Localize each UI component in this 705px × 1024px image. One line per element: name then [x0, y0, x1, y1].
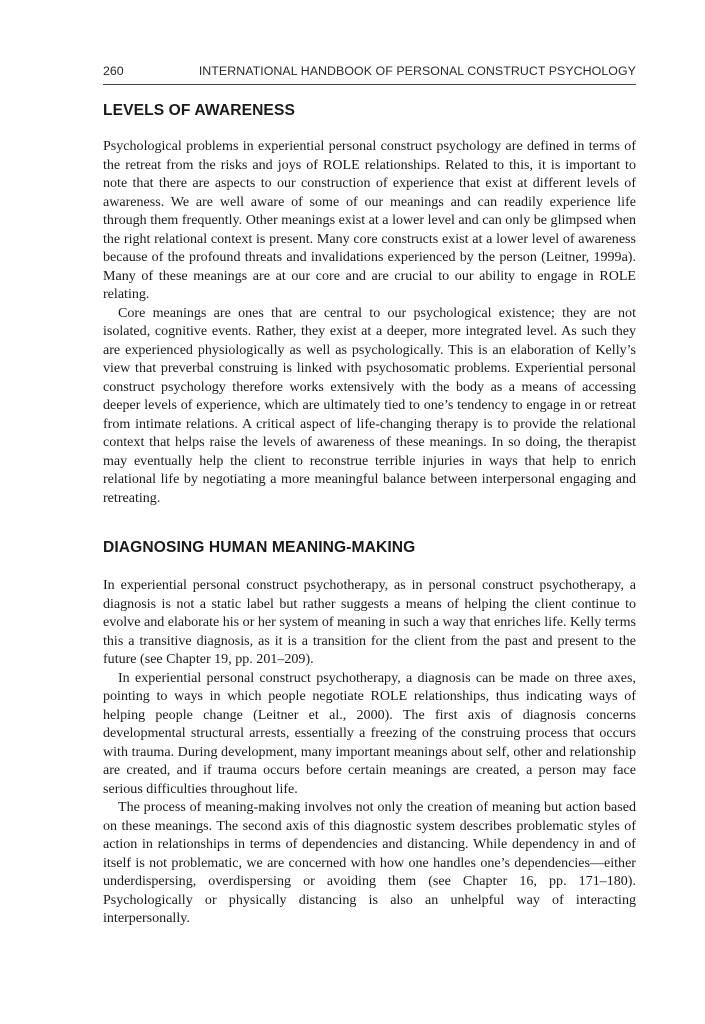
running-title: INTERNATIONAL HANDBOOK OF PERSONAL CONSTRUCT PSYCHOLOGY: [198, 64, 636, 78]
paragraph: In experiential personal construct psychotherapy, a diagnosis can be made on three axes, pointing to ways in which people negotiate ROLE relationships, thus indicating ways of helping people change (Leitner et al., 2000). The first axis of diagnosis concerns developmental structural arrests, essentially a freezing of the construing process that occurs with trauma. During development, many important meanings about self, other and relationship are created, and if trauma occurs before certain meanings are created, a person may face serious difficulties throughout life.: [103, 669, 636, 797]
paragraph: Psychological problems in experiential personal construct psychology are defined in terms of the retreat from the risks and joys of ROLE relationships. Related to this, it is important to note that there are aspects to our construction of experience that exist at different levels of awareness. We are well aware of some of our meanings and can readily experience life through them frequently. Other meanings exist at a lower level and can only be glimpsed when the right relational context is present. Many core constructs exist at a lower level of awareness because of the profound threats and invalidations experienced by the person (Leitner, 1999a). Many of these meanings are at our core and are crucial to our ability to engage in ROLE relating.: [103, 138, 636, 302]
book-page: [103, 64, 636, 928]
section-body-diagnosing: [103, 576, 636, 928]
paragraph: Core meanings are ones that are central to our psychological existence; they are not isolated, cognitive events. Rather, they exist at a deeper, more integrated level. As such they are experienced physiologically as well as psychologically. This is an elaboration of Kelly’s view that preverbal construing is linked with psychosomatic problems. Experiential personal construct psychology therefore works extensively with the body as a means of accessing deeper levels of experience, which are ultimately tied to one’s tendency to engage in or retreat from intimate relations. A critical aspect of life-changing therapy is to provide the relational context that helps raise the levels of awareness of these meanings. In so doing, the therapist may eventually help the client to reconstrue terrible injuries in ways that help to enrich relational life by negotiating a more meaningful balance between interpersonal engaging and retreating.: [103, 304, 636, 506]
paragraph: In experiential personal construct psychotherapy, as in personal construct psychotherapy, a diagnosis is not a static label but rather suggests a means of helping the client continue to evolve and elaborate his or her system of meaning in such a way that enriches life. Kelly terms this a transitive diagnosis, as it is a transition for the client from the past and present to the future (see Chapter 19, pp. 201–209).: [103, 577, 636, 667]
paragraph: The process of meaning-making involves not only the creation of meaning but action based on these meanings. The second axis of this diagnostic system describes problematic styles of action in relationships in terms of dependencies and distancing. While dependency in and of itself is not problematic, we are concerned with how one handles one’s dependencies—either underdispersing, overdispersing or avoiding them (see Chapter 16, pp. 171–180). Psychologically or physically distancing is also an unhelpful way of interacting interpersonally.: [103, 799, 636, 926]
section-heading-levels-of-awareness: LEVELS OF AWARENESS: [103, 102, 295, 119]
section-body-levels-of-awareness: [103, 137, 636, 507]
running-header: [103, 64, 636, 85]
page-number: 260: [103, 64, 124, 78]
section-heading-diagnosing: DIAGNOSING HUMAN MEANING-MAKING: [103, 539, 416, 556]
